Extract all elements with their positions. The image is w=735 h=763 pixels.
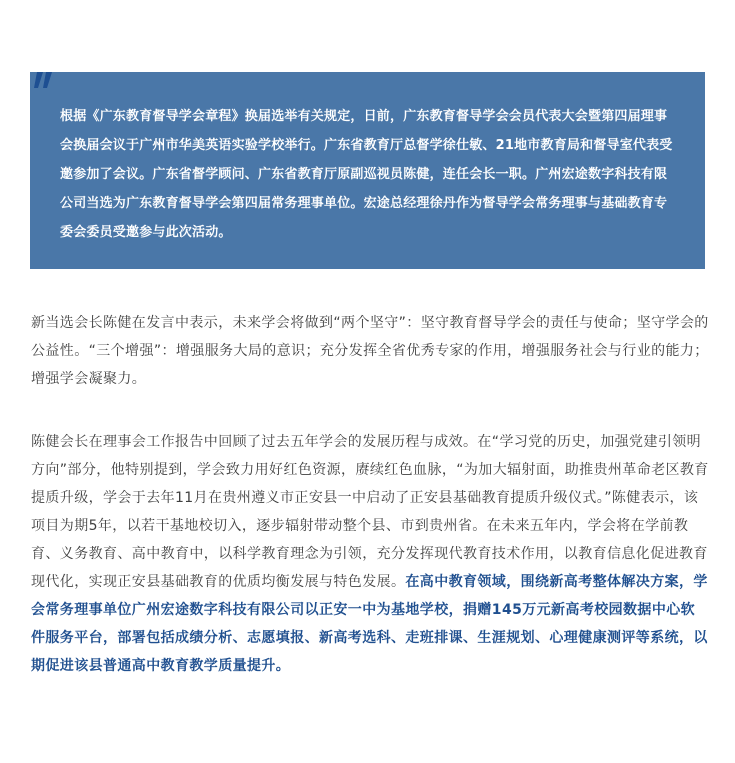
report-paragraph-text: 陈健会长在理事会工作报告中回顾了过去五年学会的发展历程与成效。在“学习党的历史，加强党建引领明方向”部分，他特别提到，学会致力用好红色资源，赓续红色血脉，“为加大辐射面，助推贵州革命老区教育提质升级，学会于去年11月在贵州遵义市正安县一中启动了正安县基础教育提质升级仪式。”陈健表示，该项目为期5年，以若干基地校切入，逐步辐射带动整个县、市到贵州省。在未来五年内，学会将在学前教育、义务教育、高中教育中，以科学教育理念为引领，充分发挥现代教育技术作用，以教育信息化促进教育现代化，实现正安县基础教育的优质均衡发展与特色发展。 xyxy=(31,434,709,590)
intro-quote-text: 根据《广东教育督导学会章程》换届选举有关规定，日前，广东教育督导学会会员代表大会暨第四届理事会换届会议于广州市华美英语实验学校举行。广东省教育厅总督学徐仕敏、21地市教育局和督导室代表受邀参加了会议。广东省督学顾问、广东省教育厅原副巡视员陈健，连任会长一职。广州宏途数字科技有限公司当选为广东教育督导学会第四届常务理事单位。宏途总经理徐丹作为督导学会常务理事与基础教育专委会委员受邀参与此次活动。 xyxy=(60,109,673,240)
donation-highlight-text: 在高中教育领域，围绕新高考整体解决方案，学会常务理事单位广州宏途数字科技有限公司以正安一中为基地学校，捐赠145万元新高考校园数据中心软件服务平台，部署包括成绩分析、志愿填报、新高考选科、走班排课、生涯规划、心理健康测评等系统，以期促进该县普通高中教育教学质量提升。 xyxy=(31,574,708,674)
intro-quote-block xyxy=(30,72,705,269)
quote-icon xyxy=(33,69,55,91)
report-paragraph xyxy=(31,428,709,680)
speech-paragraph: 新当选会长陈健在发言中表示，未来学会将做到“两个坚守”：坚守教育督导学会的责任与使命；坚守学会的公益性。“三个增强”：增强服务大局的意识；充分发挥全省优秀专家的作用，增强服务社会与行业的能力；增强学会凝聚力。 xyxy=(31,315,709,387)
